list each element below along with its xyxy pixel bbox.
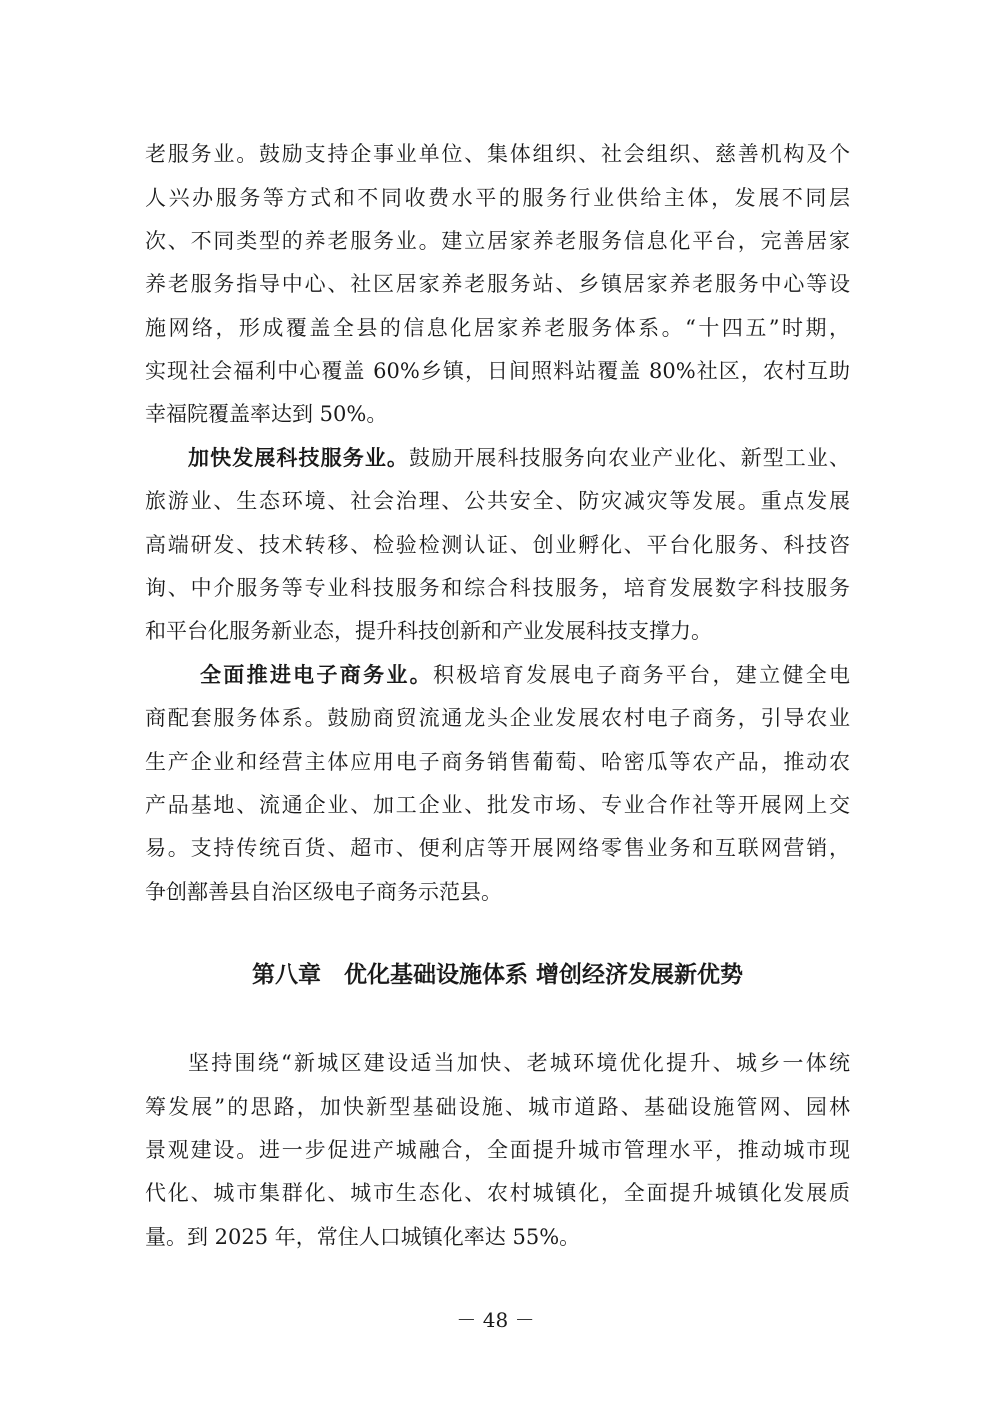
paragraph-line: 景观建设。进一步促进产城融合，全面提升城市管理水平，推动城市现 — [145, 1138, 850, 1162]
page-number: － 48 － — [456, 1308, 535, 1332]
paragraph-first-line — [188, 443, 850, 473]
paragraph-line: 老服务业。鼓励支持企事业单位、集体组织、社会组织、慈善机构及个 — [145, 142, 850, 166]
paragraph-line: 商配套服务体系。鼓励商贸流通龙头企业发展农村电子商务，引导农业 — [145, 706, 850, 730]
paragraph-line: 和平台化服务新业态，提升科技创新和产业发展科技支撑力。 — [145, 619, 712, 643]
paragraph-line: 实现社会福利中心覆盖 60%乡镇，日间照料站覆盖 80%社区，农村互助 — [145, 359, 850, 383]
paragraph-line: 幸福院覆盖率达到 50%。 — [145, 402, 388, 426]
paragraph-line: 生产企业和经营主体应用电子商务销售葡萄、哈密瓜等农产品，推动农 — [145, 750, 850, 774]
section-lead-heading: 全面推进电子商务业。 — [200, 663, 433, 687]
paragraph-line: 养老服务指导中心、社区居家养老服务站、乡镇居家养老服务中心等设 — [145, 272, 850, 296]
paragraph-line: 坚持围绕“新城区建设适当加快、老城环境优化提升、城乡一体统 — [188, 1051, 850, 1075]
paragraph-first-line — [200, 660, 850, 690]
section-lead-heading: 加快发展科技服务业。 — [188, 446, 410, 470]
paragraph-line: 量。到 2025 年，常住人口城镇化率达 55%。 — [145, 1225, 581, 1249]
paragraph-line: 代化、城市集群化、城市生态化、农村城镇化，全面提升城镇化发展质 — [145, 1181, 850, 1205]
paragraph-line: 询、中介服务等专业科技服务和综合科技服务，培育发展数字科技服务 — [145, 576, 850, 600]
paragraph-line: 旅游业、生态环境、社会治理、公共安全、防灾减灾等发展。重点发展 — [145, 489, 850, 513]
paragraph-line: 施网络，形成覆盖全县的信息化居家养老服务体系。“十四五”时期， — [145, 316, 850, 340]
chapter-title: 第八章 优化基础设施体系 增创经济发展新优势 — [251, 962, 743, 988]
paragraph-line: 产品基地、流通企业、加工企业、批发市场、专业合作社等开展网上交 — [145, 793, 850, 817]
paragraph-text: 积极培育发展电子商务平台，建立健全电 — [432, 663, 850, 687]
paragraph-text: 鼓励开展科技服务向农业产业化、新型工业、 — [409, 446, 850, 470]
paragraph-line: 争创鄯善县自治区级电子商务示范县。 — [145, 880, 502, 904]
paragraph-line: 次、不同类型的养老服务业。建立居家养老服务信息化平台，完善居家 — [145, 229, 850, 253]
paragraph-line: 筹发展”的思路，加快新型基础设施、城市道路、基础设施管网、园林 — [145, 1095, 850, 1119]
paragraph-line: 易。支持传统百货、超市、便利店等开展网络零售业务和互联网营销， — [145, 836, 850, 860]
paragraph-line: 人兴办服务等方式和不同收费水平的服务行业供给主体，发展不同层 — [145, 186, 850, 210]
paragraph-line: 高端研发、技术转移、检验检测认证、创业孵化、平台化服务、科技咨 — [145, 533, 850, 557]
